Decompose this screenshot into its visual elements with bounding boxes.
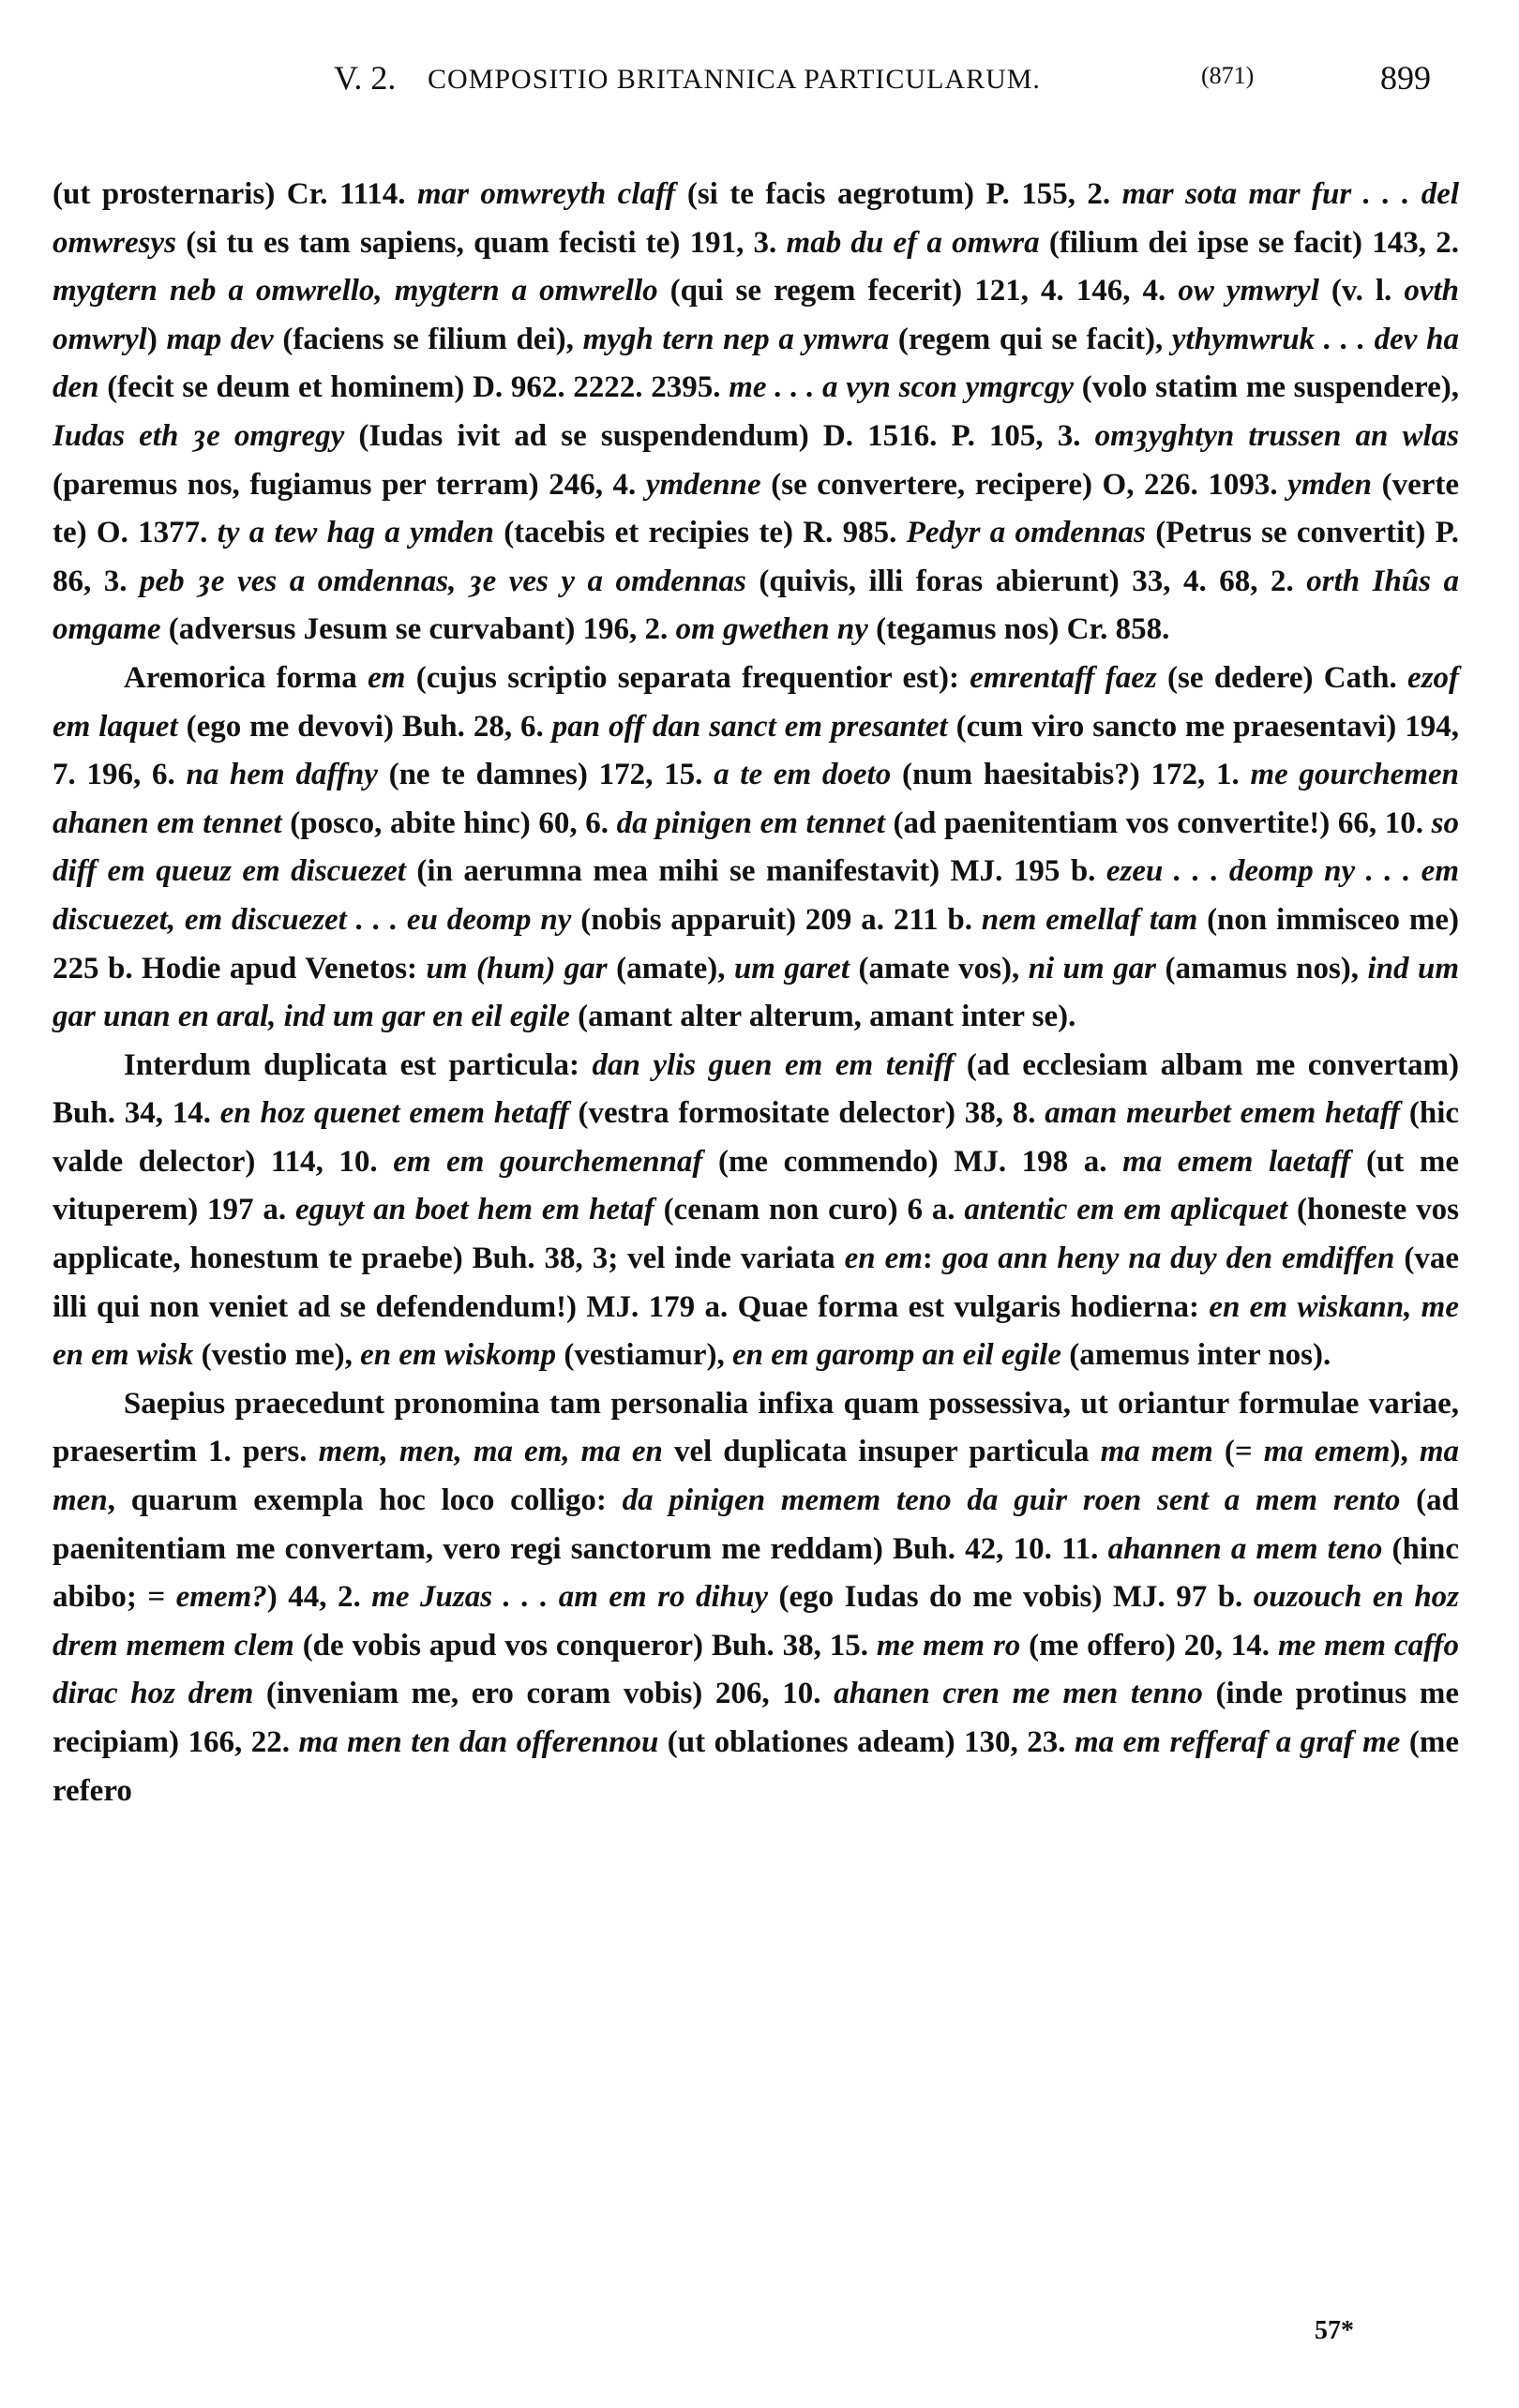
latin-text: (fecit se deum et hominem) D. 962. 2222. 2395. [98,370,729,405]
vernacular-term: eguyt an boet hem em hetaf [294,1193,654,1227]
latin-text: (ne te damnes) 172, 15. [377,758,714,792]
signature-mark: 57* [1315,2316,1354,2345]
vernacular-term: em em gourchemennaf [393,1144,703,1179]
vernacular-term: ezof em laquet [53,660,1460,744]
vernacular-term: me Juzas . . . am em ro dihuy [371,1580,769,1615]
latin-text: (inde protinus me recipiam) 166, 22. [53,1677,1459,1759]
latin-text: (ad ecclesiam albam me convertam) Buh. 34, 14. [53,1047,1460,1131]
latin-text: (ego Iudas do me vobis) MJ. 97 b. [768,1580,1254,1615]
vernacular-term: goa ann heny na duy den emdiffen [941,1242,1395,1276]
latin-text: (si te facis aegrotum) P. 155, 2. [675,177,1122,211]
latin-text: Saepius praecedunt pronomina tam personalia infixa quam possessiva, ut oriantur formulae variae, praesertim 1. pers. [53,1386,1459,1469]
vernacular-term: ma emem laetaff [1122,1144,1351,1179]
latin-text: (de vobis apud vos conqueror) Buh. 38, 15. [293,1628,877,1663]
vernacular-term: emrentaff faez [970,660,1157,695]
vernacular-term: en em garomp an eil egile [732,1338,1062,1373]
vernacular-term: a te em doeto [714,758,892,792]
vernacular-term: na hem daffny [186,758,378,792]
vernacular-term: Pedyr a omdennas [906,516,1146,550]
volume-label: V. 2. [334,59,397,97]
latin-text: (amemus inter nos). [1061,1338,1331,1373]
running-head [53,58,1459,124]
vernacular-term: map dev [166,322,274,356]
paragraph-1 [53,171,1459,655]
vernacular-term: antentic em em aplicquet [964,1193,1288,1227]
vernacular-term: nem emellaf tam [981,902,1198,937]
vernacular-term: en hoz quenet emem hetaff [219,1096,569,1131]
vernacular-term: ma mem [1100,1435,1213,1469]
vernacular-term: mar sota mar fur . . . del omwresys [53,177,1460,260]
vernacular-term: ma men ten dan offerennou [298,1725,659,1759]
vernacular-term: mab du ef a omwra [786,225,1040,260]
vernacular-term: um (hum) gar [426,951,608,986]
vernacular-term: peb ȝe ves a omdennas, ȝe ves y a omdennas [140,564,746,598]
latin-text: (vestiamur), [556,1338,732,1373]
latin-text: (quivis, illi foras abierunt) 33, 4. 68, 2. [745,564,1307,598]
latin-text: Interdum duplicata est particula: [123,1047,593,1082]
paragraph-3 [53,1042,1459,1380]
vernacular-term: Iudas eth ȝe omgregy [53,418,345,453]
vernacular-term: dan ylis guen em em teniff [592,1047,955,1082]
vernacular-term: ovth omwryl [53,274,1459,356]
latin-text: (amate), [607,951,734,986]
vernacular-term: ymdenne [645,467,761,502]
latin-text: (amate vos), [850,951,1029,986]
latin-text: (paremus nos, fugiamus per terram) 246, 4. [53,467,646,502]
vernacular-term: mar omwreyth claff [416,177,676,211]
paragraph-4 [53,1380,1459,1815]
vernacular-term: so diff em queuz em discuezet [53,805,1460,889]
vernacular-term: me . . . a vyn scon ymgrcgy [729,370,1075,405]
vernacular-term: ty a tew hag a ymden [217,516,494,550]
vernacular-term: ow ymwryl [1178,274,1319,309]
latin-text: (filium dei ipse se facit) 143, 2. [1039,225,1459,260]
vernacular-term: ni um gar [1028,951,1156,986]
latin-text: (num haesitabis?) 172, 1. [891,758,1251,792]
vernacular-term: mem, men, ma em, ma en [318,1435,663,1469]
vernacular-term: aman meurbet emem hetaff [1045,1096,1401,1131]
vernacular-term: emem? [175,1580,267,1615]
latin-text: (ad paenitentiam me convertam, vero regi sanctorum me reddam) Buh. 42, 10. 11. [53,1483,1459,1566]
vernacular-term: om gwethen ny [675,612,868,647]
body-text [53,171,1459,1815]
latin-text: (Petrus se convertit) P. 86, 3. [53,516,1459,598]
vernacular-term: me gourchemen ahanen em tennet [53,758,1459,840]
latin-text: (vae illi qui non veniet ad se defendendum!) MJ. 179 a. Quae forma est vulgaris hodierna: [53,1242,1459,1324]
latin-text: (nobis apparuit) 209 a. 211 b. [571,902,982,937]
latin-text: (amant alter alterum, amant inter se). [569,1000,1076,1034]
latin-text: (regem qui se facit), [889,322,1172,356]
vernacular-term: omȝyghtyn trussen an wlas [1094,418,1460,453]
latin-text: (cenam non curo) 6 a. [654,1193,965,1227]
latin-text: ) 44, 2. [266,1580,372,1615]
vernacular-term: ouzouch en hoz drem memem clem [53,1580,1460,1663]
vernacular-term: ythymwruk . . . dev ha den [53,322,1459,405]
latin-text: (cum viro sancto me praesentavi) 194, 7. 196, 6. [53,709,1459,792]
latin-text: , quarum exempla hoc loco colligo: [107,1483,623,1518]
vernacular-term: ma em refferaf a graf me [1075,1725,1401,1759]
latin-text: (inveniam me, ero coram vobis) 206, 10. [253,1677,835,1711]
page-number: 899 [1380,59,1431,97]
latin-text: (tegamus nos) Cr. 858. [867,612,1170,647]
latin-text: (ut oblationes adeam) 130, 23. [658,1725,1075,1759]
latin-text: (ut me vituperem) 197 a. [53,1144,1460,1227]
vernacular-term: mygh tern nep a ymwra [582,322,890,356]
vernacular-term: da pinigen memem teno da guir roen sent a mem rento [622,1483,1401,1518]
latin-text: (v. l. [1318,274,1405,309]
latin-text: : [922,1242,942,1276]
vernacular-term: ymden [1287,467,1372,502]
vernacular-term: ind um gar unan en aral, ind um gar en eil egile [53,951,1460,1034]
latin-text: (hinc abibo; = [53,1531,1460,1615]
latin-text: (adversus Jesum se curvabant) 196, 2. [160,612,676,647]
vernacular-term: pan off dan sanct em presantet [551,709,948,744]
latin-text: (me offero) 20, 14. [1020,1628,1278,1663]
latin-text: (honeste vos applicate, honestum te praebe) Buh. 38, 3; vel inde variata [53,1193,1459,1276]
running-title: COMPOSITIO BRITANNICA PARTICULARUM. [428,64,1041,95]
latin-text: (= [1212,1435,1264,1469]
vernacular-term: um garet [733,951,850,986]
latin-text: (se dedere) Cath. [1156,660,1408,695]
latin-text: (me commendo) MJ. 198 a. [702,1144,1123,1179]
latin-text: (si tu es tam sapiens, quam fecisti te) 191, 3. [176,225,787,260]
latin-text: (Iudas ivit ad se suspendendum) D. 1516. P. 105, 3. [344,418,1095,453]
vernacular-term: ma emem [1263,1435,1391,1469]
latin-text: (verte te) O. 1377. [53,467,1459,550]
latin-text: Aremorica forma [123,660,368,695]
vernacular-term: em [368,660,406,695]
vernacular-term: ma men [53,1435,1460,1518]
vernacular-term: mygtern neb a omwrello, mygtern a omwrello [53,274,658,309]
latin-text: (amamus nos), [1156,951,1368,986]
latin-text: (in aerumna mea mihi se manifestavit) MJ. 195 b. [405,854,1106,889]
latin-text: (tacebis et recipies te) R. 985. [493,516,907,550]
latin-text: (vestra formositate delector) 38, 8. [568,1096,1045,1131]
latin-text: (vestio me), [193,1338,361,1373]
vernacular-term: me mem caffo dirac hoz drem [53,1628,1460,1711]
latin-text: ), [1390,1435,1420,1469]
vernacular-term: ezeu . . . deomp ny . . . em discuezet, em discuezet . . . eu deomp ny [53,854,1460,937]
latin-text: (ego me devovi) Buh. 28, 6. [177,709,552,744]
latin-text: vel duplicata insuper particula [662,1435,1101,1469]
latin-text: (faciens se filium dei), [273,322,583,356]
latin-text: (cujus scriptio separata frequentior est): [405,660,970,695]
paragraph-2 [53,655,1459,1042]
vernacular-term: ahanen cren me men tenno [834,1677,1203,1711]
latin-text: (se convertere, recipere) O, 226. 1093. [760,467,1288,502]
latin-text: (hic valde delector) 114, 10. [53,1096,1460,1179]
latin-text: (me refero [53,1725,1459,1808]
latin-text: (non immisceo me) 225 b. Hodie apud Venetos: [53,902,1459,986]
vernacular-term: da pinigen em tennet [616,805,885,840]
latin-text: (qui se regem fecerit) 121, 4. 146, 4. [657,274,1179,309]
vernacular-term: orth Ihûs a omgame [53,564,1460,647]
latin-text: (ad paenitentiam vos convertite!) 66, 10. [884,805,1432,840]
latin-text: ) [146,322,167,356]
latin-text: (posco, abite hinc) 60, 6. [281,805,617,840]
page [53,58,1459,1815]
latin-text: (volo statim me suspendere), [1074,370,1460,405]
vernacular-term: en em wiskann, me en em wisk [53,1289,1459,1373]
latin-text: (ut prosternaris) Cr. 1114. [53,177,417,211]
vernacular-term: en em wiskomp [360,1338,557,1373]
original-page-number: (871) [1201,62,1255,89]
vernacular-term: me mem ro [876,1628,1021,1663]
vernacular-term: ahannen a mem teno [1107,1531,1383,1566]
vernacular-term: en em [844,1242,923,1276]
